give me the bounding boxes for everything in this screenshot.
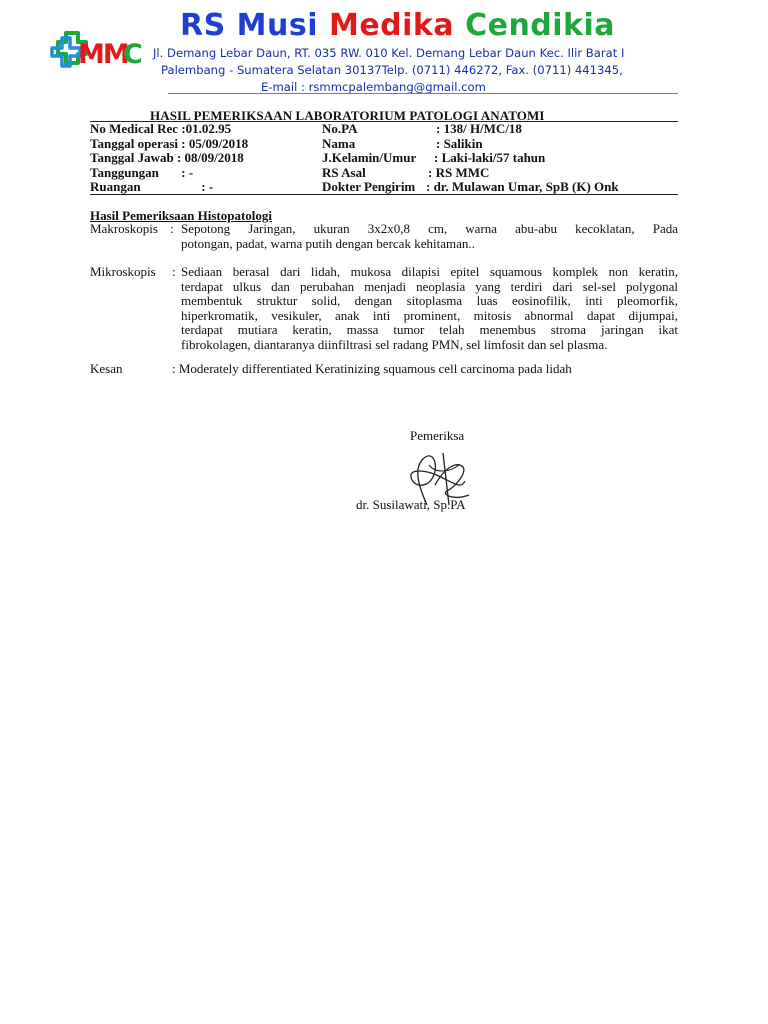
hospital-name-part3: Cendikia: [465, 8, 616, 43]
signature-role: Pemeriksa: [410, 428, 465, 443]
field-tanggungan: [90, 166, 193, 181]
field-value: : RS MMC: [428, 164, 490, 180]
mikroskopis-line-2: terdapat ulkus dan perubahan menjadi neoplasia yang terdiri dari sel-sel polygonal: [181, 278, 678, 294]
field-label: Nama: [322, 135, 356, 151]
makroskopis-colon: :: [170, 221, 174, 236]
field-tanggal-jawab: [90, 151, 244, 166]
field-label: Tanggal operasi: [90, 135, 179, 151]
header-bottom-rule: [90, 194, 678, 195]
mikroskopis-line-1: Sediaan berasal dari lidah, mukosa dilapisi epitel squamous komplek non keratin,: [181, 264, 678, 279]
address-line-2: Palembang - Sumatera Selatan 30137Telp. (0711) 446272, Fax. (0711) 441345,: [161, 63, 623, 77]
field-no-pa: [322, 122, 522, 137]
mikroskopis-line-6: fibrokolagen, diantaranya diinfiltrasi sel radang PMN, sel limfosit dan sel plasma.: [181, 336, 608, 352]
kesan-text: : Moderately differentiated Keratinizing squamous cell carcinoma pada lidah: [172, 361, 572, 376]
field-jenis-kelamin-umur: [322, 151, 545, 166]
field-value: : Salikin: [436, 135, 483, 151]
section-title-histopatologi: Hasil Pemeriksaan Histopatologi: [90, 208, 272, 223]
field-value: :01.02.95: [181, 121, 232, 136]
field-label: RS Asal: [322, 164, 366, 180]
field-label: Ruangan: [90, 179, 141, 194]
letterhead-divider: [168, 93, 678, 94]
field-label: No.PA: [322, 121, 358, 136]
signature-name: dr. Susilawati, Sp.PA: [356, 497, 466, 512]
field-value: : -: [201, 179, 214, 194]
kesan-label: Kesan: [90, 361, 123, 376]
field-value: : 08/09/2018: [176, 150, 244, 165]
field-ruangan: [90, 180, 213, 195]
field-value: : -: [181, 164, 194, 180]
field-label: Dokter Pengirim: [322, 179, 416, 194]
mikroskopis-line-4: hiperkromatik, vesikuler, anak inti prominent, mitosis abnormal dapat dijumpai,: [181, 307, 678, 323]
field-tanggal-operasi: [90, 137, 248, 152]
mikroskopis-line-3: membentuk struktur solid, dengan sitoplasma luas eosinofilik, inti pleomorfik,: [181, 293, 678, 308]
field-label: No Medical Rec: [90, 121, 179, 136]
field-value: : Laki-laki/57 tahun: [434, 150, 546, 165]
mikroskopis-line-5: terdapat mutiara keratin, massa tumor telah menembus stroma jaringan ikat: [181, 322, 678, 337]
field-label: Tanggal Jawab: [90, 150, 174, 165]
field-value: : dr. Mulawan Umar, SpB (K) Onk: [426, 179, 619, 194]
address-line-1: Jl. Demang Lebar Daun, RT. 035 RW. 010 Kel. Demang Lebar Daun Kec. Ilir Barat I: [153, 46, 625, 60]
hospital-logo: [48, 26, 146, 78]
svg-text:C: C: [123, 39, 143, 70]
hospital-name-part1: RS Musi: [180, 8, 319, 43]
mikroskopis-label: Mikroskopis: [90, 264, 156, 279]
hospital-name-part2: Medika: [328, 8, 455, 43]
address-line-3: E-mail : rsmmcpalembang@gmail.com: [261, 80, 486, 94]
makroskopis-line-2: potongan, padat, warna putih dengan bercak kehitaman..: [181, 235, 475, 251]
field-nama: [322, 137, 483, 152]
field-medical-rec: [90, 122, 231, 137]
field-label: Tanggungan: [90, 164, 159, 180]
field-value: : 138/ H/MC/18: [436, 121, 522, 136]
svg-text:MM: MM: [78, 39, 128, 70]
field-rs-asal: [322, 166, 489, 181]
makroskopis-line-1: Sepotong Jaringan, ukuran 3x2x0,8 cm, warna abu-abu kecoklatan, Pada: [181, 221, 678, 236]
report-title: HASIL PEMERIKSAAN LABORATORIUM PATOLOGI ANATOMI: [150, 108, 545, 123]
mikroskopis-colon: :: [172, 264, 176, 279]
field-value: : 05/09/2018: [181, 135, 249, 151]
hospital-name: [180, 8, 660, 44]
field-dokter-pengirim: [322, 180, 619, 195]
field-label: J.Kelamin/Umur: [322, 150, 417, 165]
makroskopis-label: Makroskopis: [90, 221, 158, 236]
